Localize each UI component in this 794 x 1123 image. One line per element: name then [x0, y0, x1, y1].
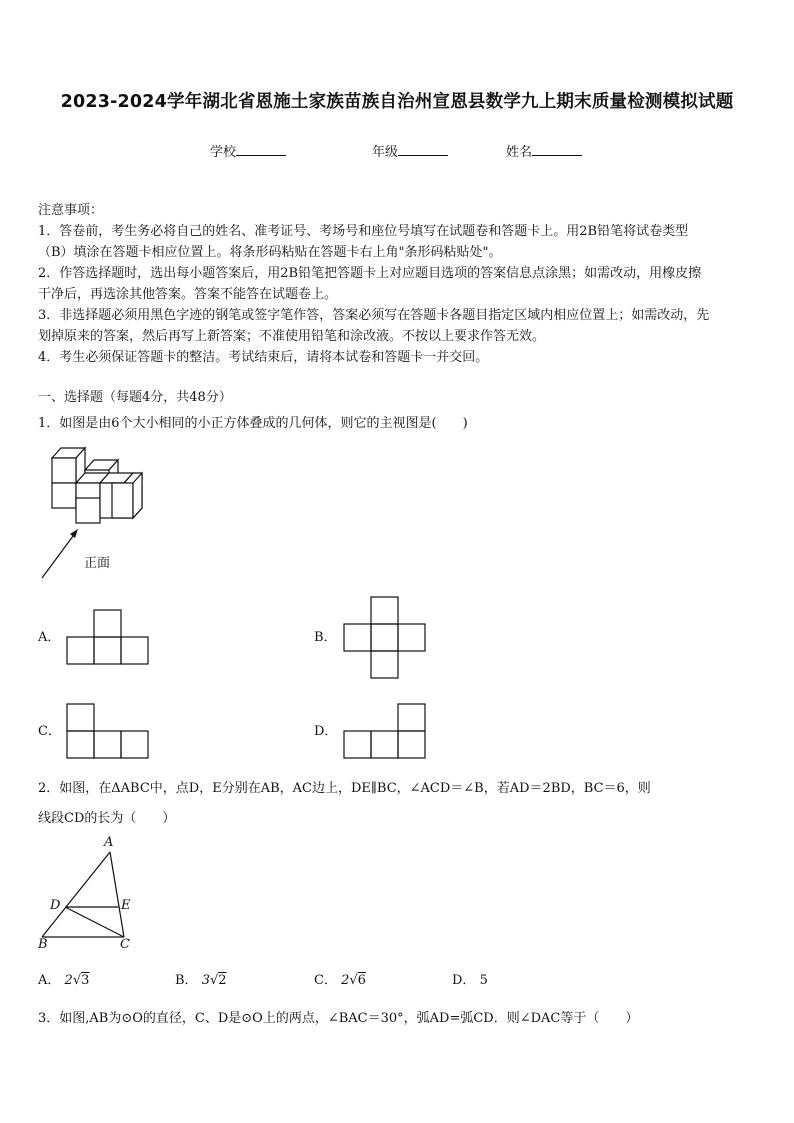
- q1-option-c-label: C．: [38, 724, 61, 739]
- notice-line: （B）填涂在答题卡相应位置上。将条形码粘贴在答题卡右上角"条形码粘贴处"。: [38, 245, 502, 260]
- front-arrow-line: [42, 532, 76, 578]
- q1-option-c-figure: [67, 704, 148, 758]
- q1-option-a-label: A．: [38, 630, 61, 645]
- q3-stem: 3．如图,AB为⊙O的直径，C、D是⊙O上的两点，∠BAC＝30°，弧AD=弧CD．则∠DAC等于（ ）: [38, 1011, 639, 1026]
- name-label: 姓名: [506, 145, 533, 160]
- vertex-c-label: C: [120, 937, 130, 952]
- q1-option-a-figure: [67, 610, 148, 664]
- notice-line: 1．答卷前，考生务必将自己的姓名、准考证号、考场号和座位号填写在试题卷和答题卡上。用2B铅笔将试卷类型: [38, 224, 689, 239]
- notice-line: 3．非选择题必须用黑色字迹的钢笔或签字笔作答，答案必须写在答题卡各题目指定区域内相应位置上；如需改动，先: [38, 308, 710, 323]
- notice-heading: 注意事项：: [38, 203, 104, 218]
- notice-line: 干净后，再选涂其他答案。答案不能答在试题卷上。: [38, 287, 338, 302]
- q2-option-a-radicand: 3: [81, 973, 90, 988]
- q1-option-b-figure: [344, 597, 425, 678]
- q2-triangle-figure: [42, 852, 124, 937]
- cube-front-face: [112, 483, 133, 518]
- vertex-b-label: B: [38, 937, 48, 952]
- q2-option-c-coef: 2: [341, 973, 350, 988]
- vertex-d-label: D: [50, 898, 61, 913]
- front-arrow-head: [70, 529, 78, 538]
- q2-option-b-coef: 3: [201, 973, 210, 988]
- notice-line: 2．作答选择题时，选出每小题答案后，用2B铅笔把答题卡上对应题目选项的答案信息点涂黑；如需改动，用橡皮擦: [38, 266, 702, 281]
- q1-option-d-figure: [344, 704, 425, 758]
- q2-option-b-letter: B．: [175, 973, 198, 988]
- q2-option-a-coef: 2: [64, 973, 73, 988]
- q2-option-d: [452, 970, 488, 991]
- q2-stem-line2: 线段CD的长为（ ）: [38, 811, 176, 826]
- q2-option-c-letter: C．: [314, 973, 337, 988]
- notice-line: 划掉原来的答案，然后再写上新答案；不准使用铅笔和涂改液。不按以上要求作答无效。: [38, 329, 546, 344]
- q2-option-d-letter: D．: [452, 973, 476, 988]
- notice-line: 4．考生必须保证答题卡的整洁。考试结束后，请将本试卷和答题卡一并交回。: [38, 350, 489, 365]
- q2-option-c-radicand: 6: [357, 973, 366, 988]
- vertex-a-label: A: [104, 835, 114, 850]
- q1-stem: 1．如图是由6个大小相同的小正方体叠成的几何体，则它的主视图是( ): [38, 416, 468, 431]
- section-heading: 一、选择题（每题4分，共48分）: [38, 390, 232, 405]
- cube-front-face: [76, 498, 100, 523]
- q1-option-d-label: D．: [314, 724, 338, 739]
- q2-stem-line1: 2．如图，在ΔABC中，点D，E分别在AB，AC边上，DE∥BC，∠ACD＝∠B，若AD＝2BD，BC＝6，则: [38, 781, 651, 796]
- grade-label: 年级: [372, 145, 399, 160]
- q2-option-c: [314, 970, 366, 991]
- q2-option-a: [38, 970, 89, 991]
- school-label: 学校: [210, 145, 237, 160]
- q2-option-a-letter: A．: [38, 973, 61, 988]
- q2-option-b: [175, 970, 227, 991]
- cube-front-face: [52, 458, 76, 483]
- vertex-e-label: E: [121, 898, 131, 913]
- cube-front-face: [52, 483, 76, 508]
- sqrt-icon: √: [209, 973, 219, 988]
- page-title: 2023-2024学年湖北省恩施土家族苗族自治州宣恩县数学九上期末质量检测模拟试题: [60, 92, 734, 112]
- q1-option-b-label: B．: [314, 630, 337, 645]
- front-label: 正面: [84, 556, 111, 571]
- q2-option-b-radicand: 2: [218, 973, 227, 988]
- q2-option-d-value: 5: [479, 973, 488, 988]
- sqrt-icon: √: [72, 973, 82, 988]
- sqrt-icon: √: [349, 973, 358, 988]
